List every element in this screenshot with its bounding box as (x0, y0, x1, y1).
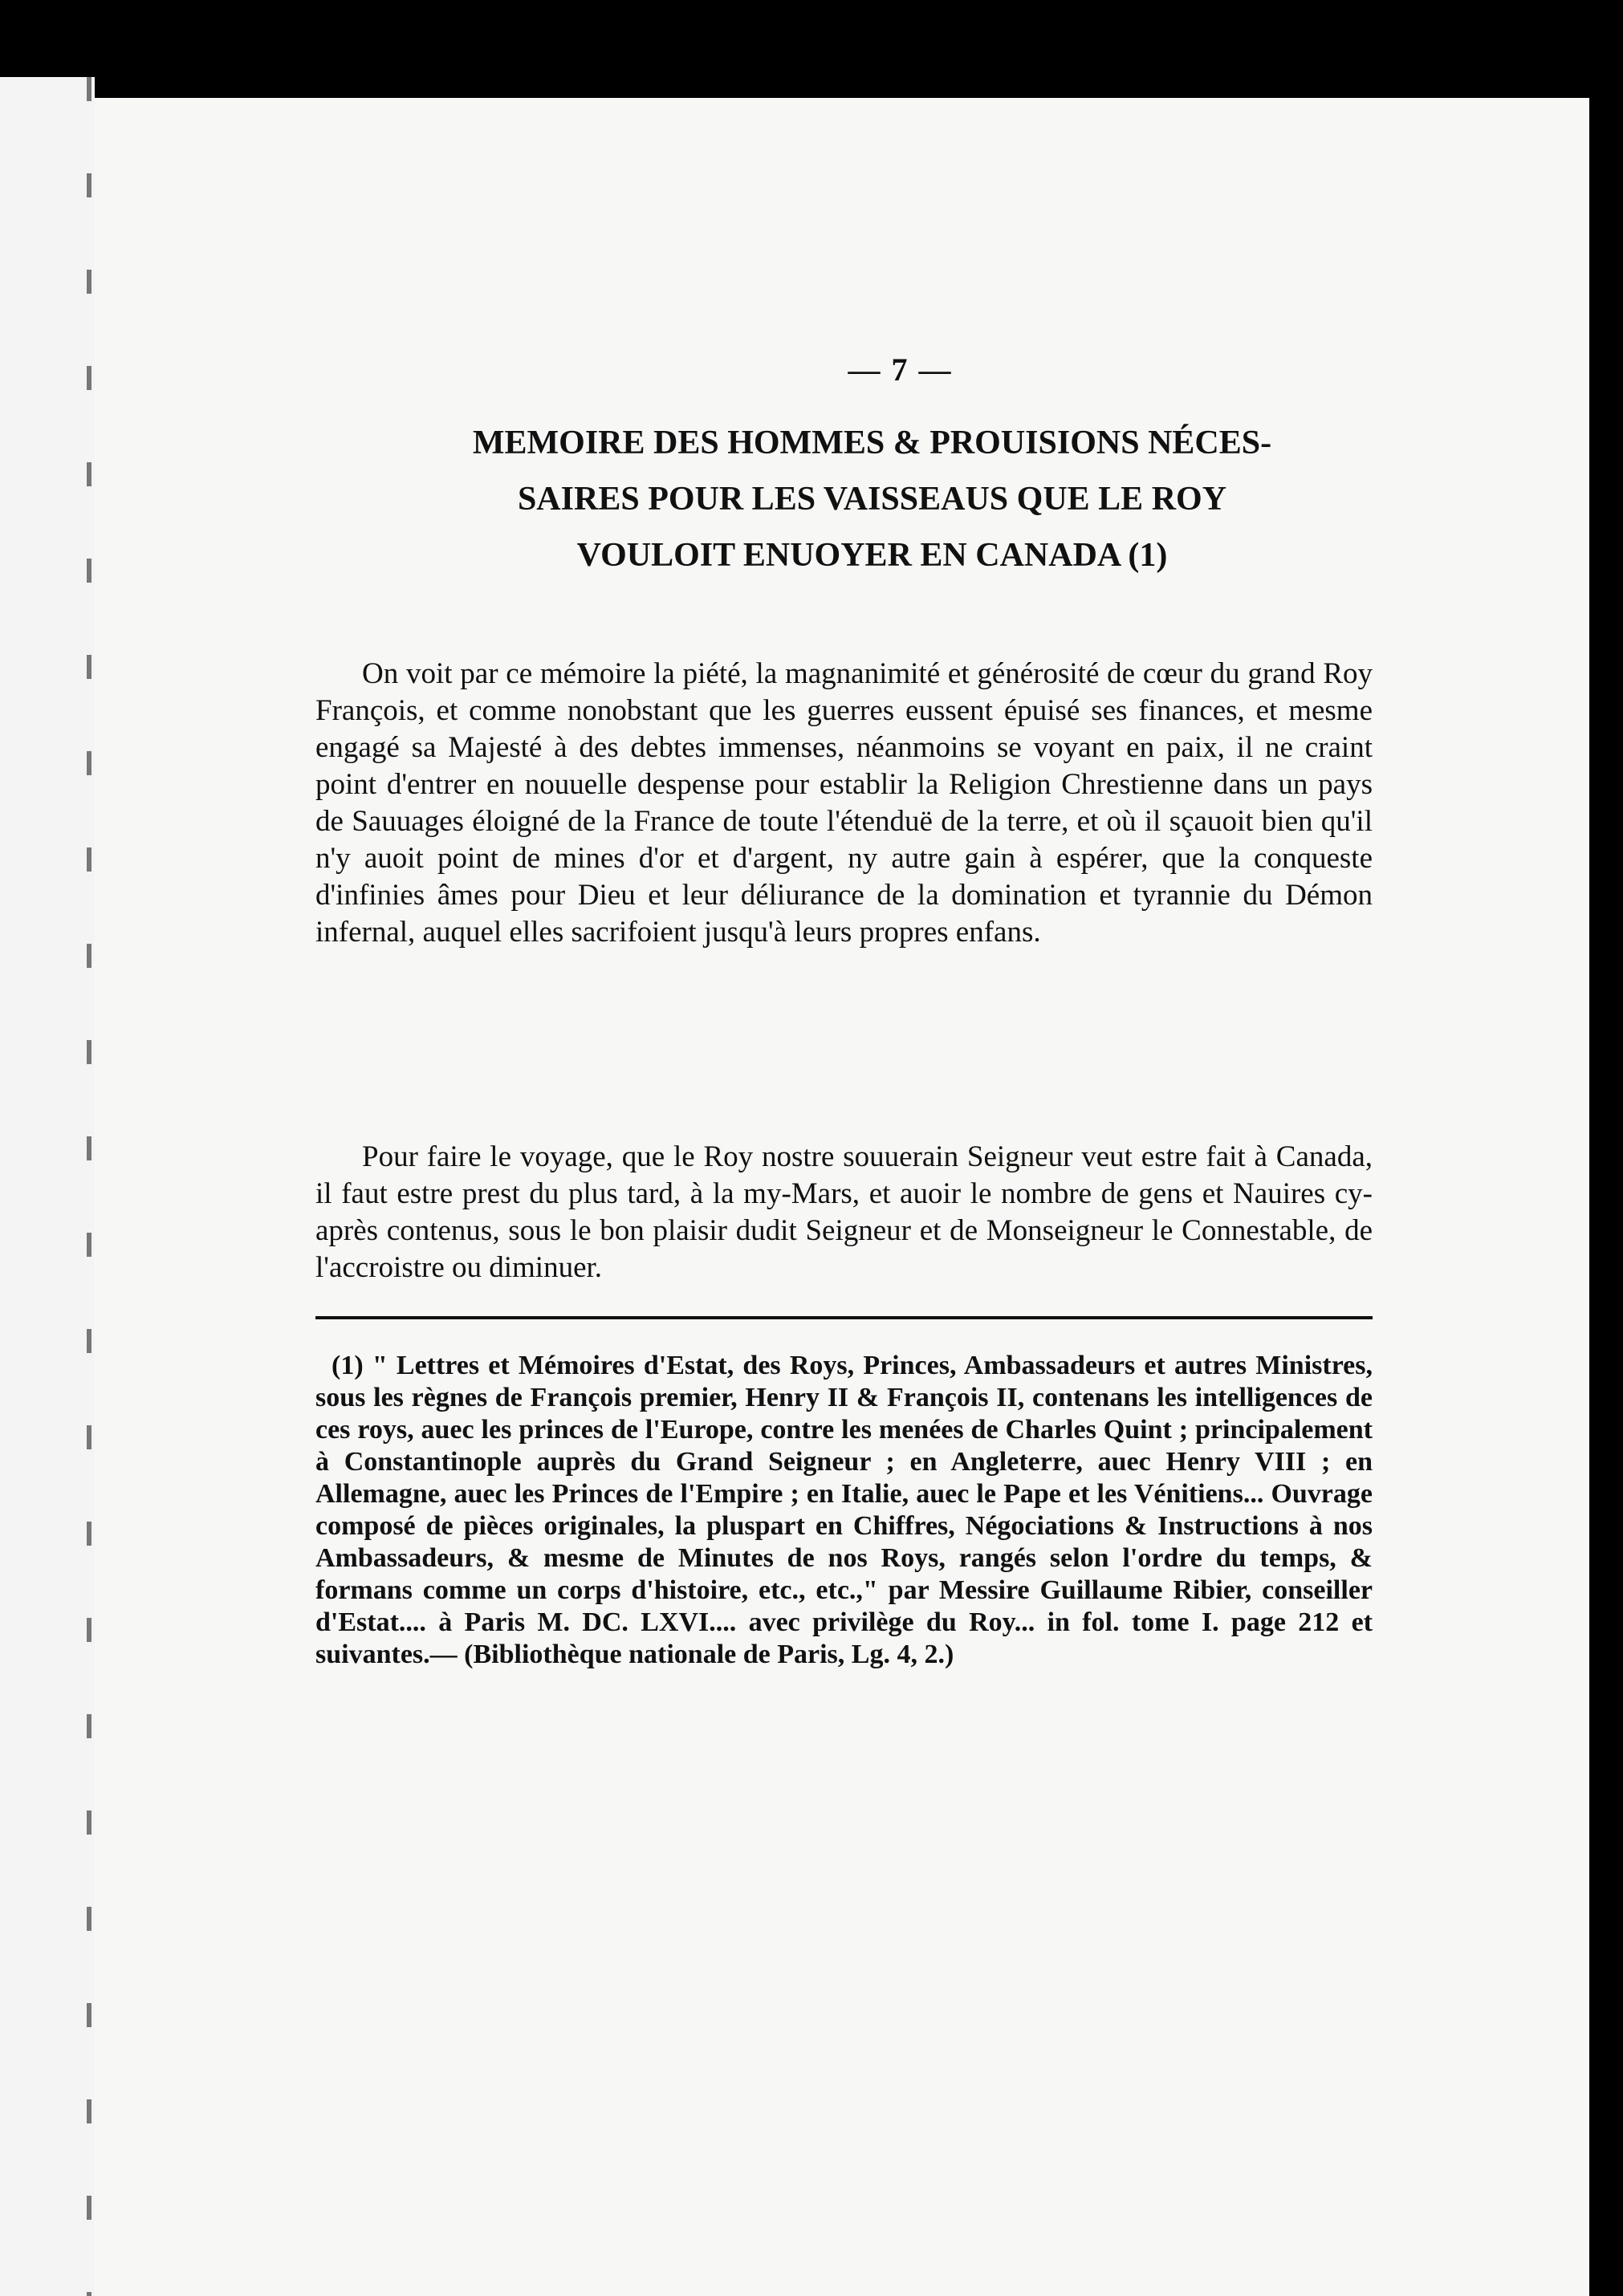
intro-paragraph: On voit par ce mémoire la piété, la magnanimité et générosité de cœur du grand Roy François, et comme nonobstant que les guerres eussent épuisé ses finances, et mesme engagé sa Majesté à des debtes immenses, néanmoins se voyant en paix, il ne craint point d'entrer en nouuelle despense pour establir la Religion Chrestienne dans un pays de Sauuages éloigné de la France de toute l'étenduë de la terre, et où il sçauoit bien qu'il n'y auoit point de mines d'or et d'argent, ny autre gain à espérer, que la conqueste d'infinies âmes pour Dieu et leur déliurance de la domination et tyrannie du Démon infernal, auquel elles sacrifoient jusqu'à leurs propres enfans. (315, 657, 1373, 949)
title-line-2: SAIRES POUR LES VAISSEAUS QUE LE ROY (517, 481, 1227, 518)
footnote-divider (315, 1316, 1373, 1319)
title-line-1: MEMOIRE DES HOMMES & PROUISIONS NÉCES- (472, 425, 1272, 461)
facing-page-edge (0, 77, 95, 2296)
page-content (315, 351, 1373, 1698)
page-title (340, 415, 1405, 583)
footnote: (1) " Lettres et Mémoires d'Estat, des Roys, Princes, Ambassadeurs et autres Ministres, sous les règnes de François premier, Henry II & François II, contenans les intelligences de ces roys, auec les princes de l'Europe, contre les menées de Charles Quint ; principalement à Constantinople auprès du Grand Seigneur ; en Angleterre, auec Henry VIII ; en Allemagne, auec les Princes de l'Empire ; en Italie, auec le Pape et les Vénitiens... Ouvrage composé de pièces originales, la pluspart en Chiffres, Négociations & Instructions à nos Ambassadeurs, & mesme de Minutes de nos Roys, rangés selon l'ordre du temps, & formans comme un corps d'histoire, etc., etc.," par Messire Guillaume Ribier, conseiller d'Estat.... à Paris M. DC. LXVI.... avec privilège du Roy... in fol. tome I. page 212 et suivantes.— (Bibliothèque nationale de Paris, Lg. 4, 2.) (315, 1351, 1373, 1669)
page-number: — 7 — (848, 352, 953, 388)
body-paragraph: Pour faire le voyage, que le Roy nostre souuerain Seigneur veut estre fait à Canada, il faut estre prest du plus tard, à la my-Mars, et auoir le nombre de gens et Nauires cy-après contenus, sous le bon plaisir dudit Seigneur et de Monseigneur le Connestable, de l'accroistre ou diminuer. (315, 1140, 1373, 1284)
binding-shadow (87, 77, 92, 2296)
document-page (95, 98, 1589, 2296)
title-line-3: VOULOIT ENUOYER EN CANADA (1) (576, 537, 1168, 574)
